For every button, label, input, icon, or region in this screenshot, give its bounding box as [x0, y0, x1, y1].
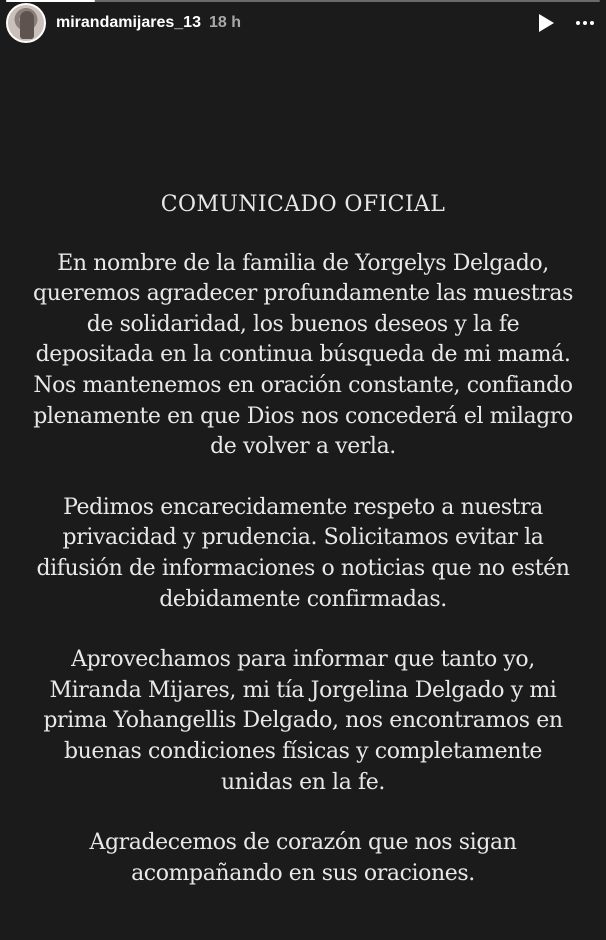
play-icon[interactable] — [539, 14, 554, 32]
username-link[interactable]: mirandamijares_13 — [56, 14, 201, 31]
statement-paragraph-4: Agradecemos de corazón que nos sigan acompañando en sus oraciones. — [89, 830, 517, 886]
more-dots-icon[interactable] — [576, 21, 594, 25]
statement-title: COMUNICADO OFICIAL — [160, 192, 446, 217]
statement-paragraph-3: Aprovechamos para informar que tanto yo, Miranda Mijares, mi tía Jorgelina Delgado y mi prima Yohangellis Delgado, nos encontramos en buenas condiciones físicas y completamente unidas en la fe. — [43, 647, 563, 795]
post-time: 18 h — [208, 14, 241, 31]
avatar[interactable] — [6, 3, 46, 43]
statement-paragraph-2: Pedimos encarecidamente respeto a nuestra privacidad y prudencia. Solicitamos evitar la difusión de informaciones o noticias que no estén debidamente confirmadas. — [36, 494, 570, 612]
story-text-content — [20, 190, 586, 919]
story-header — [0, 0, 606, 46]
avatar-figure-icon — [20, 11, 34, 39]
story-controls — [539, 14, 600, 32]
statement-paragraph-1: En nombre de la familia de Yorgelys Delgado, queremos agradecer profundamente las muestras de solidaridad, los buenos deseos y la fe depositada en la continua búsqueda de mi mamá. Nos mantenemos en oración constante, confiando plenamente en que Dios nos concederá el milagro de volver a verla. — [33, 250, 573, 460]
